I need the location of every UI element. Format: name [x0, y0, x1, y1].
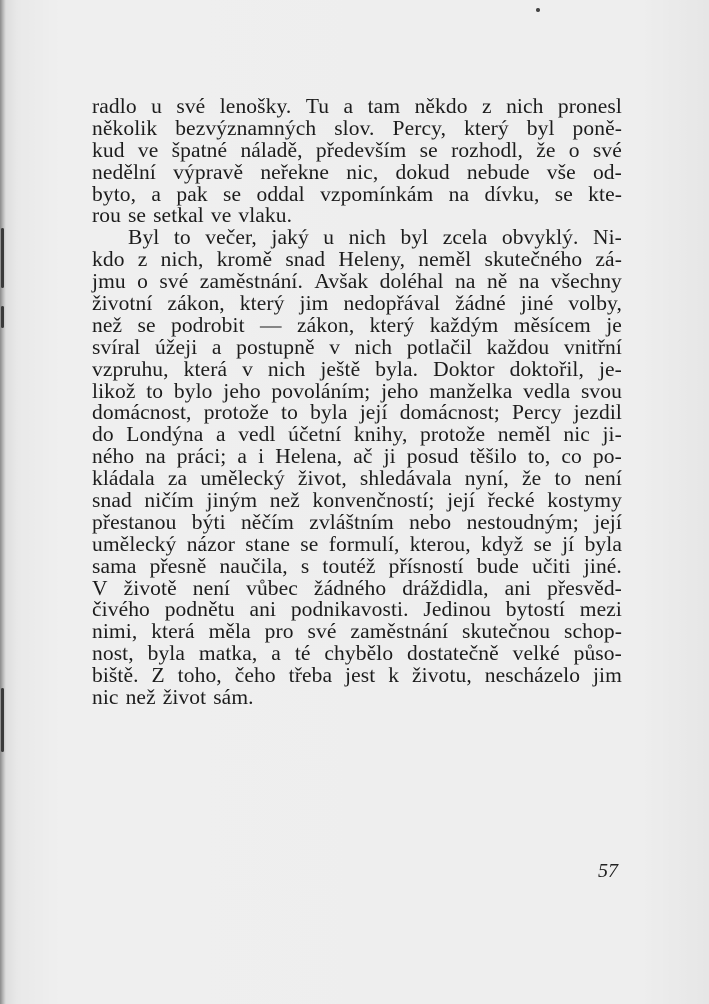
- text-line: jmu o své zaměstnání. Avšak doléhal na ně na všechny: [92, 269, 622, 294]
- binding-edge: [0, 0, 6, 1004]
- page-number: 57: [598, 860, 618, 882]
- text-line: V životě není vůbec žádného dráždidla, ani přesvěd-: [92, 575, 622, 600]
- binding-mark: [1, 228, 4, 288]
- text-line: ného na práci; a i Helena, ač ji posud těšilo to, co po-: [92, 444, 622, 469]
- text-line: životní zákon, který jim nedopřával žádné jiné volby,: [92, 291, 622, 316]
- text-line: svíral úžeji a postupně v nich potlačil každou vnitřní: [92, 334, 622, 359]
- binding-mark: [1, 688, 4, 752]
- text-line: vzpruhu, která v nich ještě byla. Doktor doktořil, je-: [92, 356, 622, 381]
- text-line: nost, byla matka, a té chybělo dostatečně velké půso-: [92, 641, 622, 666]
- text-line: čivého podnětu ani podnikavosti. Jedinou bytostí mezi: [92, 597, 622, 622]
- text-line: do Londýna a vedl účetní knihy, protože neměl nic ji-: [92, 422, 622, 447]
- paragraph: [92, 96, 622, 227]
- text-line: nedělní výpravě neřekne nic, dokud nebude vše od-: [92, 159, 622, 184]
- text-line: umělecký názor stane se formulí, kterou, když se jí byla: [92, 531, 622, 556]
- ink-speck: [536, 8, 540, 12]
- paragraph: [92, 227, 622, 709]
- text-line: likož to bylo jeho povoláním; jeho manželka vedla svou: [92, 378, 622, 403]
- text-line: kud ve špatné náladě, především se rozhodl, že o své: [92, 137, 622, 162]
- text-line: nimi, která měla pro své zaměstnání skutečnou schop-: [92, 619, 622, 644]
- text-line: kdo z nich, kromě snad Heleny, neměl skutečného zá-: [92, 247, 622, 272]
- text-line: radlo u své lenošky. Tu a tam někdo z nich pronesl: [92, 94, 622, 118]
- text-line: několik bezvýznamných slov. Percy, který byl poně-: [92, 115, 622, 140]
- text-line: sama přesně naučila, s toutéž přísností bude učiti jiné.: [92, 553, 622, 578]
- text-line: než se podrobit — zákon, který každým měsícem je: [92, 312, 622, 337]
- text-line: byto, a pak se oddal vzpomínkám na dívku, se kte-: [92, 181, 622, 206]
- text-line: domácnost, protože to byla její domácnost; Percy jezdil: [92, 400, 622, 425]
- text-line: rou se setkal ve vlaku.: [92, 203, 293, 228]
- text-line: Byl to večer, jaký u nich byl zcela obvyklý. Ni-: [128, 225, 622, 250]
- body-text: [92, 96, 622, 709]
- text-line: snad ničím jiným než konvenčností; její řecké kostymy: [92, 488, 622, 513]
- text-line: biště. Z toho, čeho třeba jest k životu, nescházelo jim: [92, 663, 622, 688]
- text-line: kládala za umělecký život, shledávala nyní, že to není: [92, 466, 622, 491]
- text-line: nic než život sám.: [92, 685, 254, 710]
- text-line: přestanou býti něčím zvláštním nebo nestoudným; její: [92, 509, 622, 534]
- binding-mark: [1, 306, 4, 328]
